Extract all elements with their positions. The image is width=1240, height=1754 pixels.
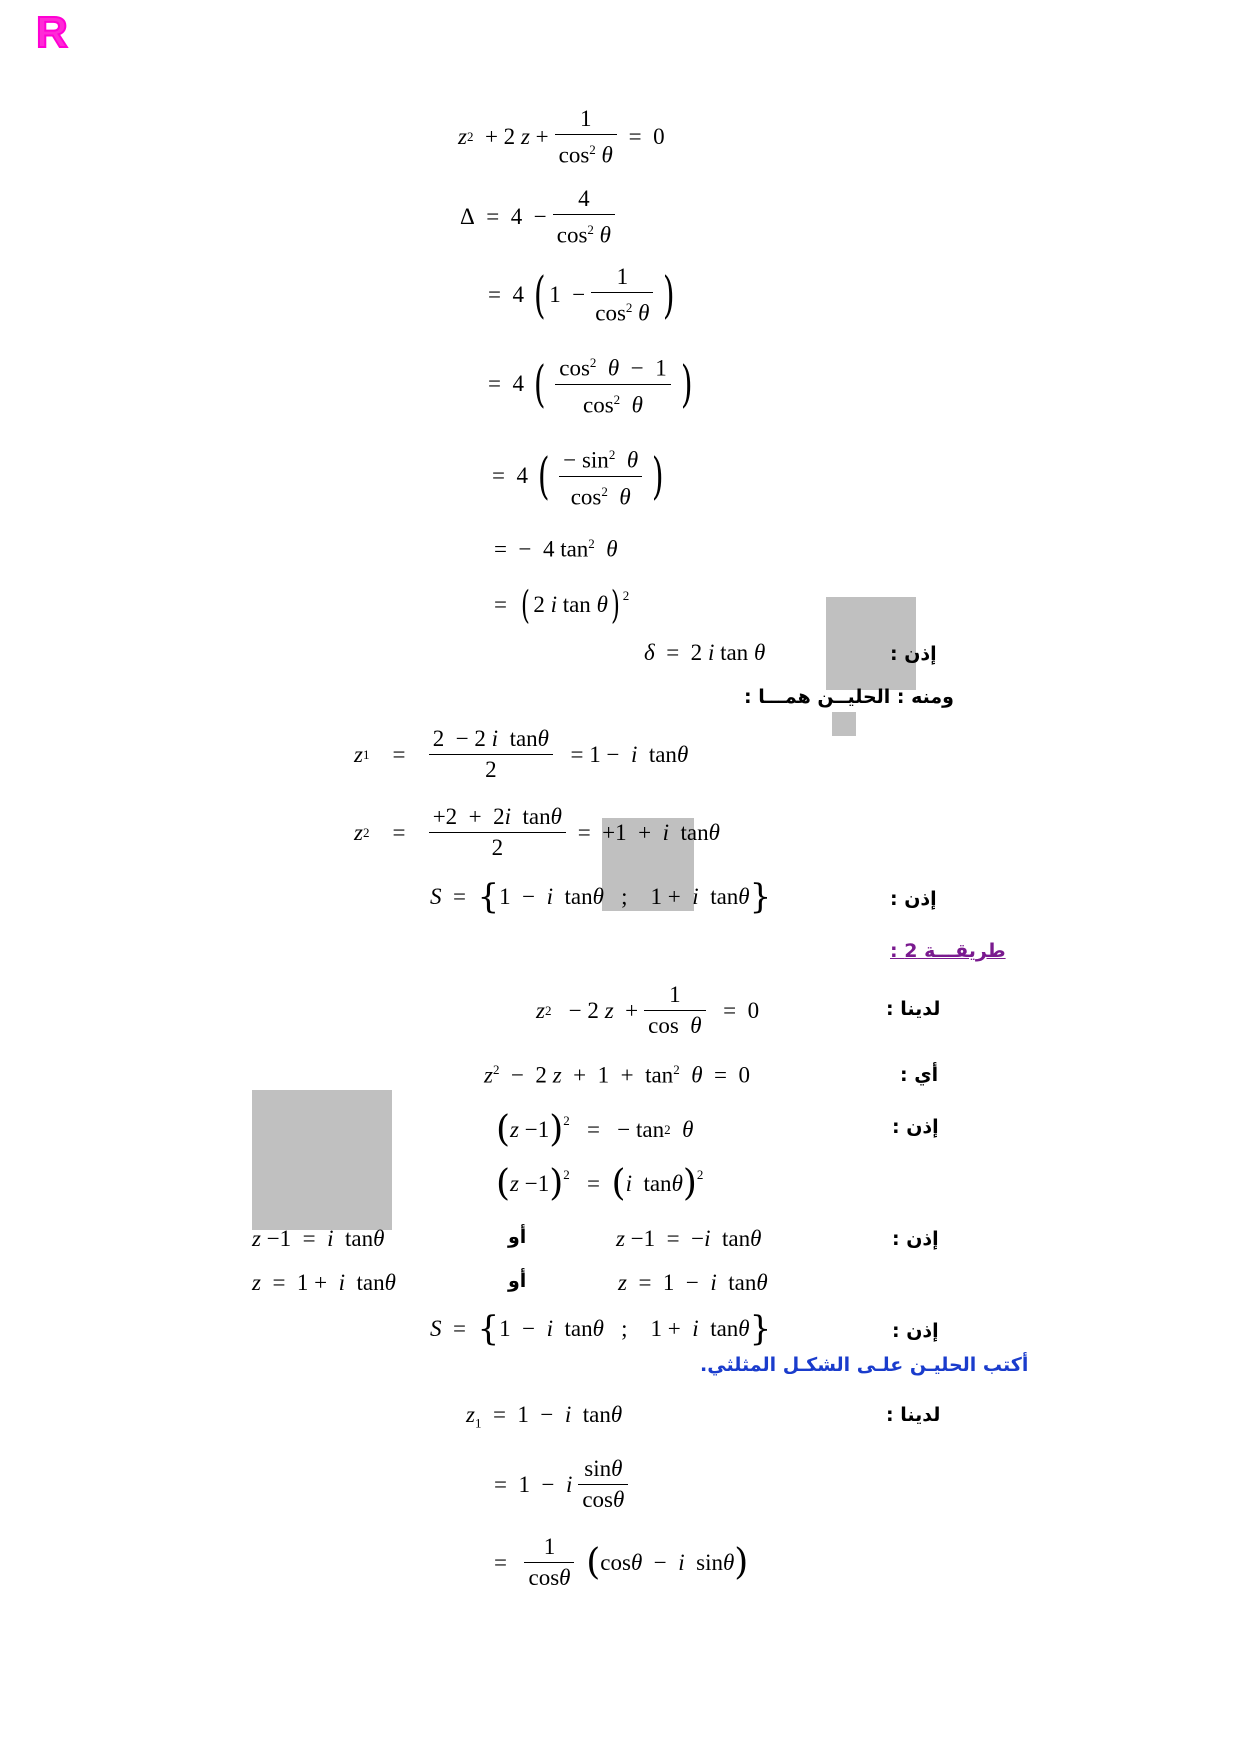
solution-set-1: S = { 1 − i tan θ ; 1 + i tan θ } xyxy=(430,877,772,917)
label-idhan-4: إذن : xyxy=(892,1228,939,1250)
equation-z2: z 2 = $\frac{\text{+2 + 2i tanθ}}{2}$ = +1 + i tan θ xyxy=(354,804,720,860)
equation-m2-4: ( z −1 ) $^2$ = ( i tan θ ) $^2$ xyxy=(496,1163,704,1204)
equation-m2-6b: z = 1 − i tanθ xyxy=(618,1270,768,1295)
equation-z1: z 1 = $\frac{\text{2 − 2 i tanθ}}{2}$ = 1 − i tan θ xyxy=(354,726,689,782)
equation-m2-3: ( z −1 ) $^2$ = − tan $_2$ θ xyxy=(496,1109,694,1150)
label-ladayna-2: لدينا : xyxy=(886,1404,941,1426)
label-aw-1: أو xyxy=(508,1226,527,1248)
label-ay: أي : xyxy=(900,1064,939,1086)
label-wa-minhu: ومنه : الحليــن همـــا : xyxy=(744,686,954,708)
equation-1: z 2 + 2 z + $\frac{1}{\cos^2 \theta}$ = 0 xyxy=(458,106,665,168)
equation-t2: = 1 − i $\frac{\sin\theta}{\cos\theta}$ xyxy=(494,1454,634,1515)
equation-t3: = $\frac{1}{\cos\theta}$ ( cos θ − i sin θ ) xyxy=(494,1534,749,1590)
equation-m2-6a: z = 1 + i tanθ xyxy=(252,1270,396,1295)
gray-box-4 xyxy=(252,1090,392,1230)
delta-value: δ = 2 i tan θ xyxy=(644,640,766,665)
label-idhan-2: إذن : xyxy=(890,888,937,910)
label-idhan-5: إذن : xyxy=(892,1320,939,1342)
gray-box-2 xyxy=(832,712,856,736)
label-idhan-3: إذن : xyxy=(892,1116,939,1138)
label-idhan-1: إذن : xyxy=(890,643,937,665)
equation-delta-5: = − 4 $\tan^2 \theta$ xyxy=(494,536,618,562)
equation-delta: Δ = 4 − $\frac{4}{\cos^2 \theta}$ xyxy=(460,184,621,251)
equation-t1: $z_1 = 1 - i$ tanθ xyxy=(466,1402,623,1431)
heading-write-trig: أكتب الحليـن علـى الشكـل المثلثي. xyxy=(700,1354,1029,1376)
equation-m2-1: z 2 − 2 z + $\frac{1}{\text{cos θ}}$ = 0 xyxy=(536,982,760,1038)
equation-m2-5a: z −1 = i tanθ xyxy=(252,1226,385,1251)
equation-m2-5b: z −1 = −i tanθ xyxy=(616,1226,762,1251)
equation-delta-2: = 4 ( 1 − $\frac{1}{\cos^2 \theta}$ ) xyxy=(488,264,676,326)
equation-m2-2: $z^2 - 2$ $z + 1 + \tan^2 \theta = 0$ xyxy=(484,1062,750,1088)
equation-delta-6: = ( 2 i tan θ ) $^2$ xyxy=(494,583,630,627)
equation-delta-4: = 4 ( $\frac{- \sin^2 \theta}{\cos^2 \theta}$ ) xyxy=(492,440,668,512)
equation-delta-3: = 4 ( $\frac{\cos^2 \theta - 1}{\cos^2 \theta}$ ) xyxy=(488,348,696,420)
heading-method-2: طريقـــة 2 : xyxy=(890,940,1006,962)
logo: R xyxy=(36,8,68,57)
label-ladayna-1: لدينا : xyxy=(886,998,941,1020)
solution-set-2: S = { 1 − i tan θ ; 1 + i tan θ } xyxy=(430,1309,772,1349)
label-aw-2: أو xyxy=(508,1270,527,1292)
